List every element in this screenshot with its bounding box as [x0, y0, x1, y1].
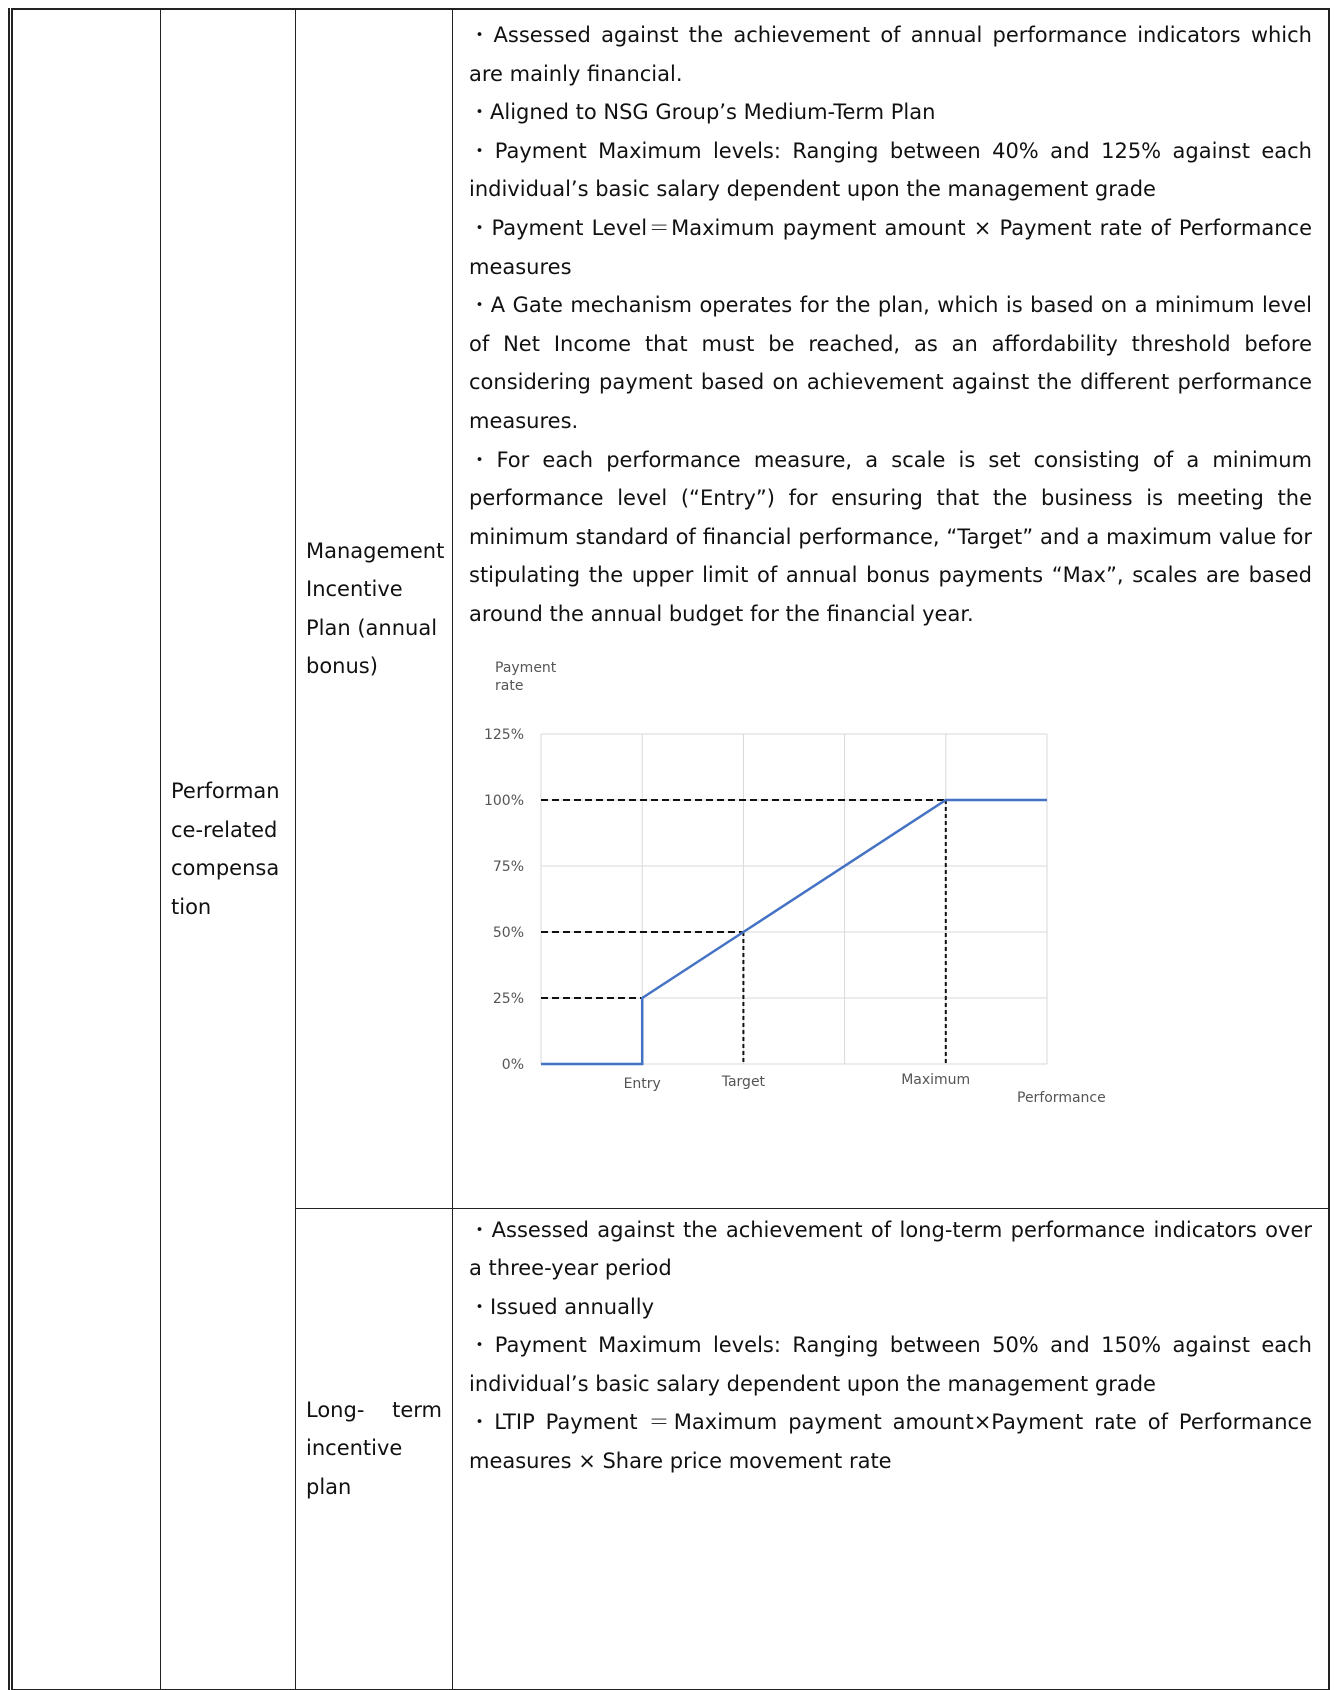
x-tick-label: Maximum	[901, 1071, 971, 1088]
x-tick-label: Target	[721, 1073, 766, 1090]
bullet-item: ・A Gate mechanism operates for the plan, which is based on a minimum level of Net Income that must be reached, as an affordability threshold before considering payment based on achievement against the different performance measures.	[469, 293, 1312, 433]
y-tick-label: 125%	[483, 726, 524, 743]
x-axis-label: Performance	[1017, 1089, 1106, 1106]
y-axis-label: rate	[495, 677, 524, 694]
compensation-table	[8, 8, 1330, 1690]
y-tick-label: 75%	[492, 858, 524, 875]
bullet-item: ・Payment Maximum levels: Ranging between 50% and 150% against each individual’s basic salary dependent upon the management grade	[469, 1333, 1312, 1396]
plan-name-cell	[296, 1208, 453, 1689]
payment-rate-chart	[469, 652, 1109, 1106]
bullet-item: ・Payment Level＝Maximum payment amount × Payment rate of Performance measures	[469, 215, 1312, 279]
chart-svg	[469, 652, 1109, 1106]
table-row	[11, 9, 1330, 1208]
blank-cell	[11, 9, 161, 1689]
bullet-item: ・Assessed against the achievement of long-term performance indicators over a three-year period	[469, 1217, 1312, 1281]
y-tick-label: 0%	[501, 1056, 524, 1073]
plan-name-mip: Management Incentive Plan (annual bonus)	[306, 538, 445, 679]
bullet-item: ・For each performance measure, a scale is set consisting of a minimum performance level (“Entry”) for ensuring that the business is meeting the minimum standard of financial performance, “Target” and a maximum value for stipulating the upper limit of annual bonus payments “Max”, scales are based around the annual budget for the financial year.	[469, 447, 1312, 626]
bullet-item: ・Assessed against the achievement of annual performance indicators which are mainly financial.	[469, 23, 1312, 86]
y-axis-label: Payment	[495, 659, 557, 676]
plan-name-cell	[296, 9, 453, 1208]
category-label: Performan ce-related compensa tion	[171, 779, 280, 919]
category-label-cell	[161, 9, 296, 1689]
bullet-item: ・Aligned to NSG Group’s Medium-Term Plan	[469, 100, 936, 125]
y-tick-label: 100%	[483, 792, 524, 809]
bullet-item: ・Issued annually	[469, 1294, 655, 1319]
y-tick-label: 50%	[492, 924, 524, 941]
y-tick-label: 25%	[492, 990, 524, 1007]
plan-description-cell	[453, 1208, 1330, 1689]
bullet-item: ・Payment Maximum levels: Ranging between 40% and 125% against each individual’s basic salary dependent upon the management grade	[469, 138, 1312, 202]
plan-name-ltip: Long- term incentive plan	[306, 1397, 442, 1499]
bullet-item: ・LTIP Payment ＝Maximum payment amount×Payment rate of Performance measures × Share price movement rate	[469, 1410, 1312, 1474]
x-tick-label: Entry	[623, 1075, 661, 1092]
plan-description-cell	[453, 9, 1330, 1208]
